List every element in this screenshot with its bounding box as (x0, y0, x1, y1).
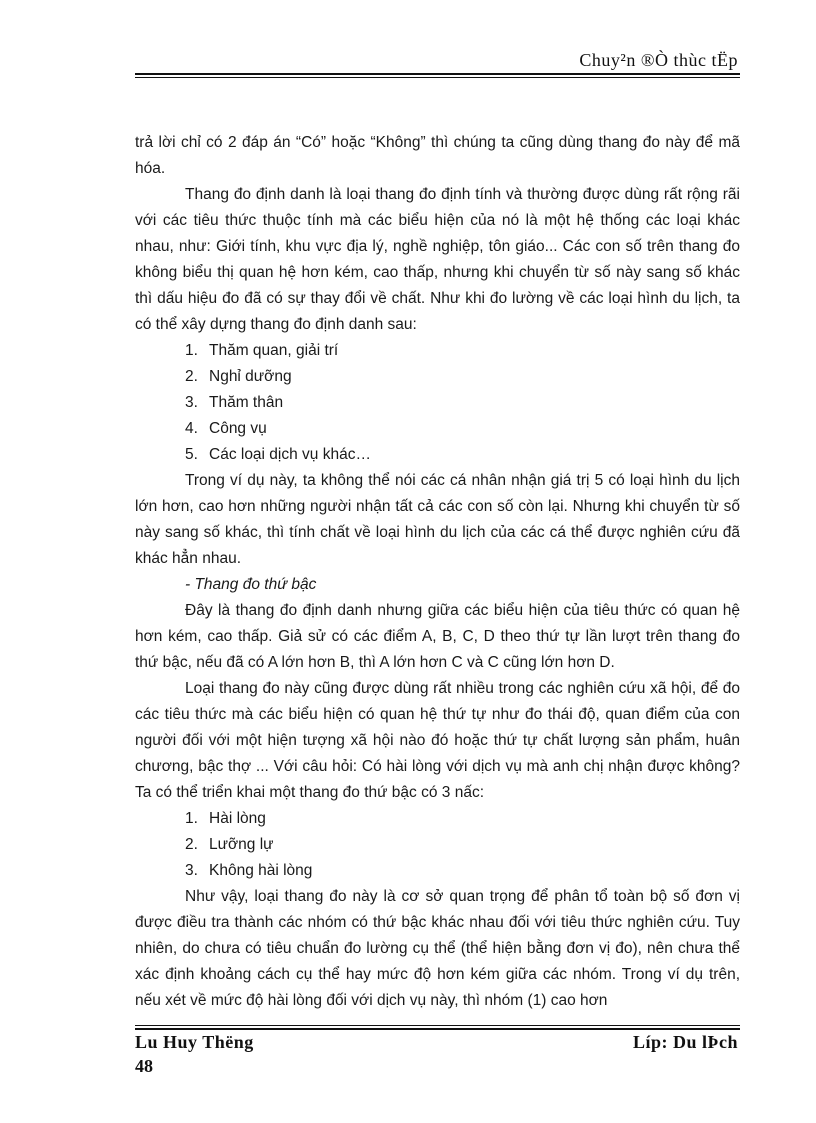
body-text (135, 130, 740, 1014)
paragraph: Trong ví dụ này, ta không thể nói các cá nhân nhận giá trị 5 có loại hình du lịch lớn hơn, cao hơn những người nhận tất cả các con số còn lại. Nhưng khi chuyển từ số này sang số khác, thì tính chất về loại hình du lịch của các cá thể được nghiên cứu đã khác hẳn nhau. (135, 472, 740, 567)
page-number: 48 (135, 1056, 153, 1076)
header-title: Chuy²n ®Ò thùc tËp (579, 50, 738, 70)
list-text: Lưỡng lự (209, 836, 274, 853)
ordinal-scale-list (135, 806, 740, 884)
list-text: Hài lòng (209, 810, 266, 827)
list-item (135, 832, 740, 858)
list-item (135, 390, 740, 416)
list-number: 2. (185, 368, 198, 385)
paragraph: Thang đo định danh là loại thang đo định tính và thường được dùng rất rộng rãi với các tiêu thức thuộc tính mà các biểu hiện của nó là một hệ thống các loại khác nhau, như: Giới tính, khu vực địa lý, nghề nghiệp, tôn giáo... Các con số trên thang đo không biểu thị quan hệ hơn kém, cao thấp, nhưng khi chuyển từ số này sang số khác thì dấu hiệu đo đã có sự thay đổi về chất. Như khi đo lường về các loại hình du lịch, ta có thể xây dựng thang đo định danh sau: (135, 186, 740, 333)
section-subheading: - Thang đo thứ bậc (185, 576, 317, 593)
header-rule (135, 73, 740, 75)
footer-class: Líp: Du lÞch (632, 1032, 738, 1052)
footer-author: Lu Huy Thëng (135, 1032, 254, 1052)
list-item (135, 364, 740, 390)
list-text: Nghỉ dưỡng (209, 368, 292, 385)
list-item (135, 806, 740, 832)
list-item (135, 858, 740, 884)
footer-rule-secondary (135, 1028, 740, 1030)
list-number: 3. (185, 394, 198, 411)
list-text: Thăm quan, giải trí (209, 342, 339, 359)
list-item (135, 442, 740, 468)
footer-rule (135, 1025, 740, 1026)
list-text: Thăm thân (209, 394, 284, 411)
list-number: 1. (185, 342, 198, 359)
list-item (135, 416, 740, 442)
list-text: Các loại dịch vụ khác… (209, 446, 371, 463)
list-number: 2. (185, 836, 198, 853)
list-number: 3. (185, 862, 198, 879)
list-item (135, 338, 740, 364)
list-number: 1. (185, 810, 198, 827)
paragraph: Loại thang đo này cũng được dùng rất nhiều trong các nghiên cứu xã hội, để đo các tiêu thức mà các biểu hiện có quan hệ thứ tự như đo thái độ, quan điểm của con người đối với một hiện tượng xã hội nào đó hoặc thứ tự chất lượng sản phẩm, huân chương, bậc thợ ... Với câu hỏi: Có hài lòng với dịch vụ mà anh chị nhận được không? Ta có thể triển khai một thang đo thứ bậc có 3 nấc: (135, 680, 740, 801)
list-text: Không hài lòng (209, 862, 313, 879)
list-number: 5. (185, 446, 198, 463)
paragraph: trả lời chỉ có 2 đáp án “Có” hoặc “Không” thì chúng ta cũng dùng thang đo này để mã hóa. (135, 134, 740, 177)
list-text: Công vụ (209, 420, 267, 437)
paragraph: Như vậy, loại thang đo này là cơ sở quan trọng để phân tổ toàn bộ số đơn vị được điều tra thành các nhóm có thứ bậc khác nhau đối với tiêu thức nghiên cứu. Tuy nhiên, do chưa có tiêu chuẩn đo lường cụ thể (thể hiện bằng đơn vị đo), nên chưa thể xác định khoảng cách cụ thể hay mức độ hơn kém giữa các nhóm. Trong ví dụ trên, nếu xét về mức độ hài lòng đối với dịch vụ này, thì nhóm (1) cao hơn (135, 888, 740, 1009)
header-rule-secondary (135, 77, 740, 78)
paragraph: Đây là thang đo định danh nhưng giữa các biểu hiện của tiêu thức có quan hệ hơn kém, cao thấp. Giả sử có các điểm A, B, C, D theo thứ tự lần lượt trên thang đo thứ bậc, nếu đã có A lớn hơn B, thì A lớn hơn C và C cũng lớn hơn D. (135, 602, 740, 671)
list-number: 4. (185, 420, 198, 437)
nominal-scale-list (135, 338, 740, 468)
